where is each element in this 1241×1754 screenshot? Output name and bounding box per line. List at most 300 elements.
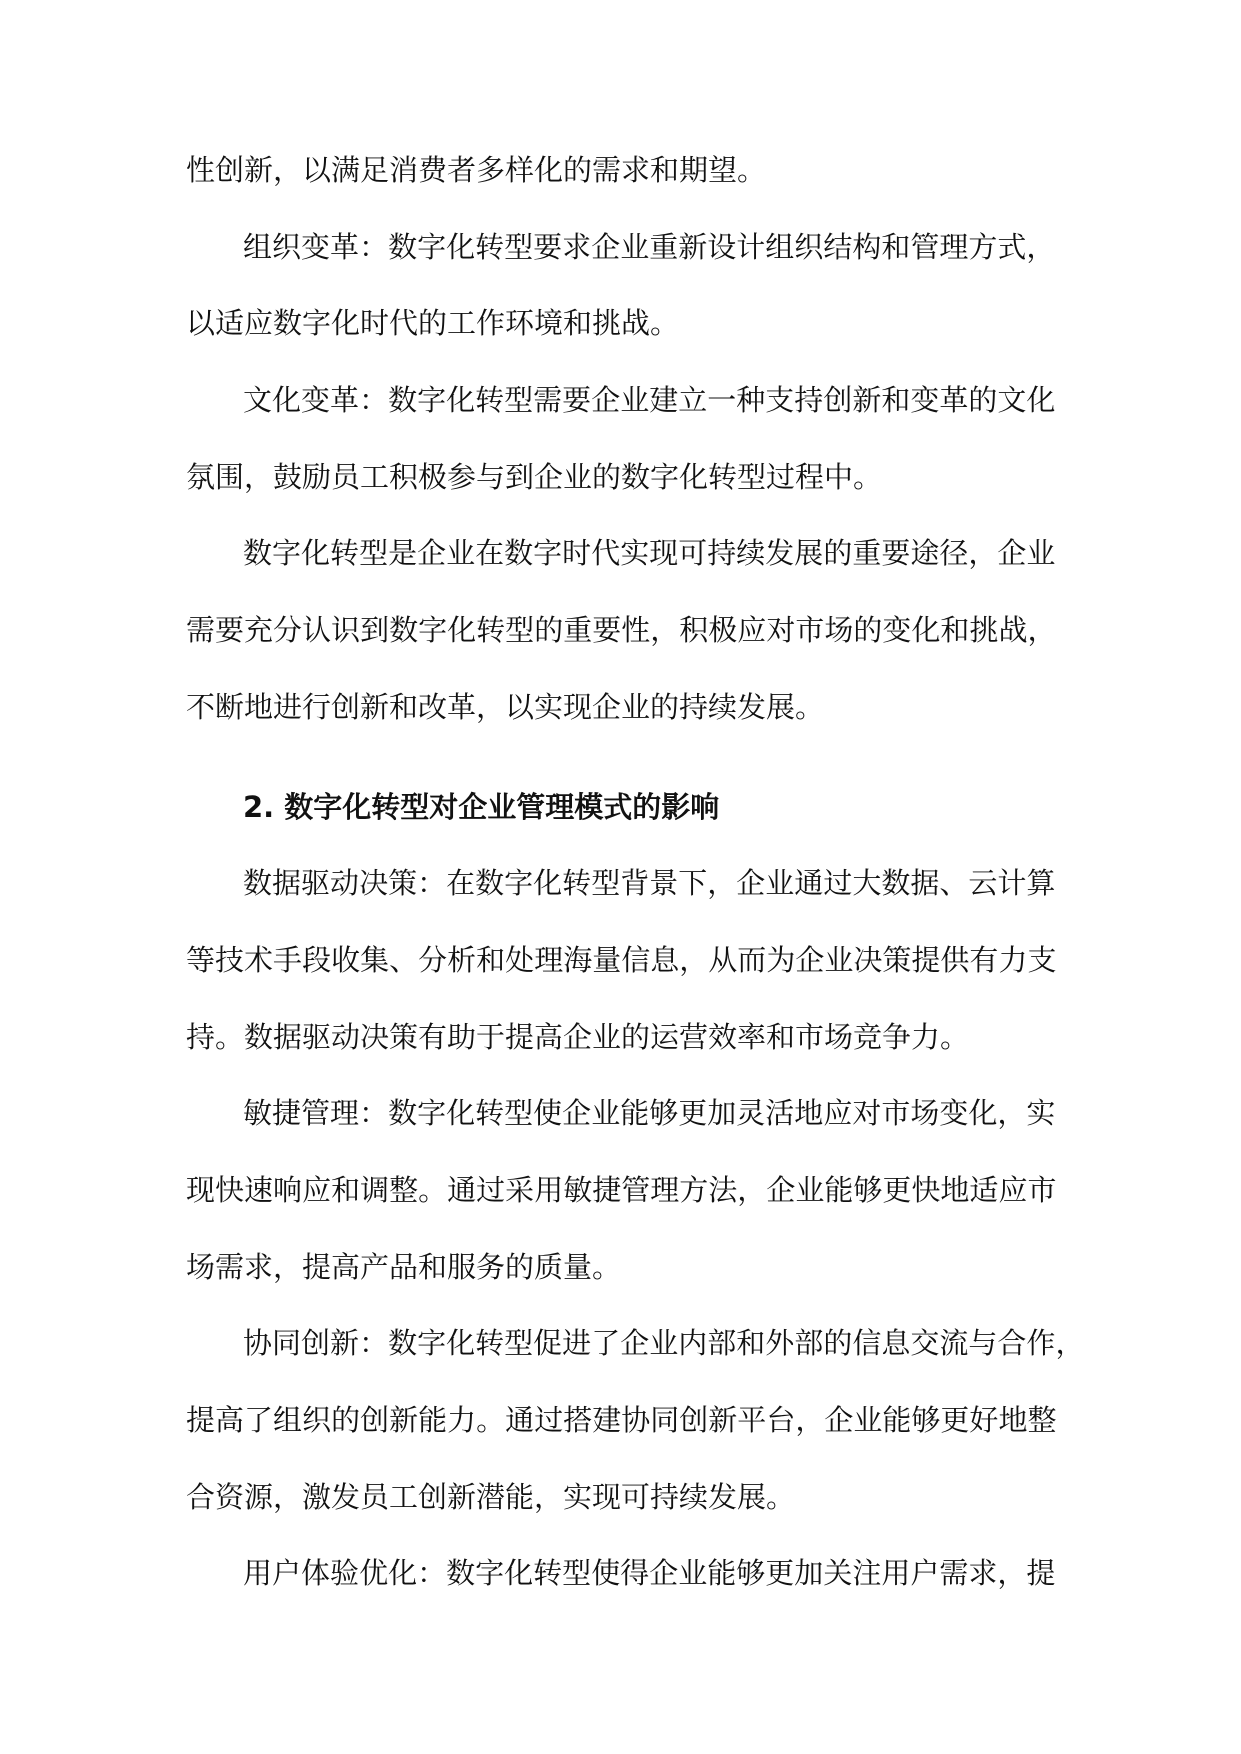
text-char: 地 xyxy=(998,1403,1028,1437)
text-char: 创 xyxy=(360,1403,390,1437)
text-char: 据 xyxy=(910,866,940,900)
text-char: 术 xyxy=(244,943,274,977)
text-char: 的 xyxy=(823,1326,853,1360)
text-char: 作 xyxy=(1026,1326,1056,1360)
text-line xyxy=(186,610,1057,650)
text-char: 速 xyxy=(244,1173,274,1207)
text-char: 适 xyxy=(969,1173,999,1207)
text-char: 够 xyxy=(911,1403,941,1437)
text-char: 重 xyxy=(852,536,882,570)
text-char: 业 xyxy=(620,230,650,264)
text-char: 力 xyxy=(447,1403,477,1437)
text-line xyxy=(243,1093,1056,1133)
text-char: 应 xyxy=(302,1173,332,1207)
text-char: 户 xyxy=(272,1556,302,1590)
text-char: 企 xyxy=(997,536,1027,570)
text-char: 支 xyxy=(765,383,795,417)
text-char: 市 xyxy=(795,613,825,647)
text-char: 转 xyxy=(475,230,505,264)
text-char: ： xyxy=(359,383,389,417)
text-char: 式 xyxy=(997,230,1027,264)
text-char: 数 xyxy=(446,1556,476,1590)
text-char: 化 xyxy=(446,1326,476,1360)
text-char: ， xyxy=(968,536,998,570)
text-char: 决 xyxy=(853,943,883,977)
text-char: 要 xyxy=(562,383,592,417)
text-char: 需 xyxy=(533,383,563,417)
text-line xyxy=(243,863,1056,903)
text-char: ： xyxy=(417,1556,447,1590)
text-char: 能 xyxy=(882,1403,912,1437)
text-char: 优 xyxy=(359,1556,389,1590)
text-char: 转 xyxy=(330,536,360,570)
text-char: 同 xyxy=(272,1326,302,1360)
text-char: 业 xyxy=(1026,536,1056,570)
text-char: ， xyxy=(707,866,737,900)
text-char: 关 xyxy=(823,1556,853,1590)
text-char: 捷 xyxy=(272,1096,302,1130)
text-char: 敏 xyxy=(563,1173,593,1207)
text-char: 化 xyxy=(911,613,941,647)
text-char: 过 xyxy=(476,1173,506,1207)
text-char: 构 xyxy=(852,230,882,264)
text-char: 更 xyxy=(678,1096,708,1130)
text-char: 战 xyxy=(998,613,1028,647)
text-char: 组 xyxy=(765,230,795,264)
text-char: ， xyxy=(795,1403,825,1437)
text-line: 性创新，以满足消费者多样化的需求和期望。 xyxy=(186,153,767,187)
text-char: 息 xyxy=(881,1326,911,1360)
text-char: 搭 xyxy=(563,1403,593,1437)
text-char: 段 xyxy=(302,943,332,977)
text-char: ， xyxy=(650,613,680,647)
text-char: 快 xyxy=(911,1173,941,1207)
text-char: 数 xyxy=(389,613,419,647)
text-char: 支 xyxy=(1027,943,1057,977)
text-char: 数 xyxy=(388,1096,418,1130)
text-char: 业 xyxy=(620,383,650,417)
text-char: 现 xyxy=(186,1173,216,1207)
text-char: 活 xyxy=(765,1096,795,1130)
text-char: 与 xyxy=(968,1326,998,1360)
text-char: 型 xyxy=(504,383,534,417)
text-char: 需 xyxy=(186,613,216,647)
text-char: 能 xyxy=(620,1096,650,1130)
text-char: 用 xyxy=(881,1556,911,1590)
text-char: 过 xyxy=(534,1403,564,1437)
text-char: 促 xyxy=(533,1326,563,1360)
text-char: 业 xyxy=(765,866,795,900)
text-char: 字 xyxy=(417,230,447,264)
text-char: 验 xyxy=(330,1556,360,1590)
text-char: 用 xyxy=(534,1173,564,1207)
text-char: 业 xyxy=(853,1403,883,1437)
text-char: 立 xyxy=(678,383,708,417)
text-char: 在 xyxy=(475,536,505,570)
text-char: 应 xyxy=(823,1096,853,1130)
text-line xyxy=(243,533,1056,573)
text-line xyxy=(186,1170,1057,1210)
text-char: 驱 xyxy=(301,866,331,900)
text-char: 和 xyxy=(881,230,911,264)
text-char: 转 xyxy=(475,1096,505,1130)
text-char: ， xyxy=(1055,1326,1085,1360)
text-char: 业 xyxy=(446,536,476,570)
text-char: 时 xyxy=(562,536,592,570)
text-char: 提 xyxy=(1026,1556,1056,1590)
text-char: 转 xyxy=(533,1556,563,1590)
text-line: 持。数据驱动决策有助于提高企业的运营效率和市场竞争力。 xyxy=(186,1020,970,1054)
text-char: 业 xyxy=(591,1096,621,1130)
text-char: 求 xyxy=(968,1556,998,1590)
text-char: 种 xyxy=(736,383,766,417)
text-char: 敏 xyxy=(243,1096,273,1130)
text-char: 灵 xyxy=(736,1096,766,1130)
text-char: 新 xyxy=(678,230,708,264)
text-char: 有 xyxy=(969,943,999,977)
text-char: 的 xyxy=(853,613,883,647)
text-char: 在 xyxy=(446,866,476,900)
text-line: 以适应数字化时代的工作环境和挑战。 xyxy=(186,306,680,340)
text-char: 方 xyxy=(968,230,998,264)
text-line: 氛围，鼓励员工积极参与到企业的数字化转型过程中。 xyxy=(186,460,883,494)
text-char: 加 xyxy=(794,1556,824,1590)
text-char: 。 xyxy=(476,1403,506,1437)
text-char: 字 xyxy=(533,536,563,570)
text-char: 文 xyxy=(243,383,273,417)
section-heading: 2. 数字化转型对企业管理模式的影响 xyxy=(243,790,720,824)
text-char: 应 xyxy=(998,1173,1028,1207)
text-char: 创 xyxy=(679,1403,709,1437)
text-char: 市 xyxy=(1027,1173,1057,1207)
text-line xyxy=(243,380,1056,420)
text-char: 技 xyxy=(215,943,245,977)
text-char: 提 xyxy=(186,1403,216,1437)
text-line: 不断地进行创新和改革，以实现企业的持续发展。 xyxy=(186,690,825,724)
text-line xyxy=(186,940,1057,980)
text-char: 组 xyxy=(243,230,273,264)
text-char: 而 xyxy=(737,943,767,977)
text-char: 快 xyxy=(215,1173,245,1207)
text-char: 理 xyxy=(534,943,564,977)
text-char: ： xyxy=(359,230,389,264)
text-char: 革 xyxy=(330,383,360,417)
text-char: 可 xyxy=(678,536,708,570)
text-char: 数 xyxy=(388,230,418,264)
text-char: 转 xyxy=(475,1326,505,1360)
text-char: 化 xyxy=(968,1096,998,1130)
text-char: 业 xyxy=(795,1173,825,1207)
text-char: 企 xyxy=(736,866,766,900)
text-char: 字 xyxy=(417,1326,447,1360)
text-char: 加 xyxy=(707,1096,737,1130)
text-char: 数 xyxy=(881,866,911,900)
text-char: 建 xyxy=(649,383,679,417)
text-char: 业 xyxy=(649,1326,679,1360)
text-char: 化 xyxy=(446,383,476,417)
text-char: 型 xyxy=(562,1556,592,1590)
text-char: 化 xyxy=(447,613,477,647)
text-char: 型 xyxy=(504,1096,534,1130)
text-char: 化 xyxy=(446,1096,476,1130)
text-char: 、 xyxy=(939,866,969,900)
text-char: 理 xyxy=(939,230,969,264)
text-char: 的 xyxy=(968,383,998,417)
text-char: 途 xyxy=(910,536,940,570)
text-char: 理 xyxy=(330,1096,360,1130)
text-char: 协 xyxy=(243,1326,273,1360)
text-char: 字 xyxy=(272,536,302,570)
text-char: 型 xyxy=(504,230,534,264)
text-char: 企 xyxy=(824,1403,854,1437)
text-char: ， xyxy=(997,1096,1027,1130)
text-char: 策 xyxy=(388,866,418,900)
text-char: 型 xyxy=(504,1326,534,1360)
text-char: 据 xyxy=(272,866,302,900)
text-char: 过 xyxy=(823,866,853,900)
text-char: 数 xyxy=(243,536,273,570)
text-char: 一 xyxy=(707,383,737,417)
text-char: 地 xyxy=(794,1096,824,1130)
text-char: 用 xyxy=(243,1556,273,1590)
text-char: 企 xyxy=(591,230,621,264)
text-line xyxy=(243,227,1056,267)
text-char: 和 xyxy=(476,943,506,977)
text-char: 更 xyxy=(765,1556,795,1590)
text-char: 户 xyxy=(910,1556,940,1590)
text-char: 组 xyxy=(273,1403,303,1437)
text-char: 体 xyxy=(301,1556,331,1590)
text-char: 化 xyxy=(301,536,331,570)
text-char: 变 xyxy=(301,383,331,417)
text-char: 持 xyxy=(794,383,824,417)
text-char: 企 xyxy=(417,536,447,570)
text-char: 调 xyxy=(360,1173,390,1207)
text-char: 革 xyxy=(939,383,969,417)
text-char: 部 xyxy=(707,1326,737,1360)
text-char: 景 xyxy=(649,866,679,900)
text-char: 化 xyxy=(504,1556,534,1590)
text-line: 场需求，提高产品和服务的质量。 xyxy=(186,1250,622,1284)
text-char: 企 xyxy=(649,1556,679,1590)
text-char: 息 xyxy=(650,943,680,977)
text-char: 数 xyxy=(243,866,273,900)
text-char: 通 xyxy=(447,1173,477,1207)
text-char: 部 xyxy=(794,1326,824,1360)
text-char: 市 xyxy=(881,1096,911,1130)
text-char: ： xyxy=(359,1096,389,1130)
text-char: 析 xyxy=(447,943,477,977)
text-char: 整 xyxy=(1027,1403,1057,1437)
text-char: 了 xyxy=(591,1326,621,1360)
text-char: 的 xyxy=(331,1403,361,1437)
text-char: 管 xyxy=(301,1096,331,1130)
text-char: 地 xyxy=(940,1173,970,1207)
text-char: 整 xyxy=(389,1173,419,1207)
text-char: 够 xyxy=(736,1556,766,1590)
text-char: 计 xyxy=(997,866,1027,900)
text-char: 背 xyxy=(620,866,650,900)
text-char: 型 xyxy=(591,866,621,900)
text-char: 数 xyxy=(388,383,418,417)
text-char: 处 xyxy=(505,943,535,977)
text-char: 重 xyxy=(649,230,679,264)
text-line xyxy=(243,1553,1056,1593)
text-char: 转 xyxy=(476,613,506,647)
text-char: 数 xyxy=(388,1326,418,1360)
text-char: 、 xyxy=(389,943,419,977)
text-char: 分 xyxy=(273,613,303,647)
text-char: 能 xyxy=(824,1173,854,1207)
text-char: 型 xyxy=(505,613,535,647)
text-char: 代 xyxy=(591,536,621,570)
text-char: 字 xyxy=(475,1556,505,1590)
text-char: 从 xyxy=(708,943,738,977)
text-char: 能 xyxy=(418,1403,448,1437)
text-char: 重 xyxy=(563,613,593,647)
text-char: 和 xyxy=(940,613,970,647)
text-char: 型 xyxy=(359,536,389,570)
text-char: 企 xyxy=(620,1326,650,1360)
text-char: ， xyxy=(1027,613,1057,647)
text-char: 采 xyxy=(505,1173,535,1207)
text-char: 织 xyxy=(794,230,824,264)
text-char: ， xyxy=(997,1556,1027,1590)
text-char: 极 xyxy=(708,613,738,647)
text-char: 发 xyxy=(765,536,795,570)
text-line xyxy=(243,1323,1085,1363)
text-char: 业 xyxy=(824,943,854,977)
text-char: 管 xyxy=(910,230,940,264)
text-char: 对 xyxy=(852,1096,882,1130)
text-char: 法 xyxy=(708,1173,738,1207)
text-char: 要 xyxy=(215,613,245,647)
text-char: 交 xyxy=(910,1326,940,1360)
text-char: 的 xyxy=(534,613,564,647)
text-char: 更 xyxy=(940,1403,970,1437)
text-char: 对 xyxy=(766,613,796,647)
text-char: 变 xyxy=(939,1096,969,1130)
text-char: 新 xyxy=(852,383,882,417)
text-char: 应 xyxy=(737,613,767,647)
text-char: 内 xyxy=(678,1326,708,1360)
text-char: 响 xyxy=(273,1173,303,1207)
text-char: 字 xyxy=(417,1096,447,1130)
text-char: 通 xyxy=(794,866,824,900)
text-char: 下 xyxy=(678,866,708,900)
text-char: 性 xyxy=(621,613,651,647)
text-char: 企 xyxy=(591,383,621,417)
text-char: 字 xyxy=(417,383,447,417)
text-char: 信 xyxy=(621,943,651,977)
text-char: 信 xyxy=(852,1326,882,1360)
text-char: 海 xyxy=(563,943,593,977)
text-line: 合资源，激发员工创新潜能，实现可持续发展。 xyxy=(186,1480,796,1514)
text-char: 场 xyxy=(910,1096,940,1130)
text-char: 转 xyxy=(562,866,592,900)
text-char: 进 xyxy=(562,1326,592,1360)
text-char: 。 xyxy=(418,1173,448,1207)
text-char: 径 xyxy=(939,536,969,570)
text-char: 现 xyxy=(649,536,679,570)
text-char: 使 xyxy=(533,1096,563,1130)
text-char: 充 xyxy=(244,613,274,647)
text-char: 云 xyxy=(968,866,998,900)
text-char: 好 xyxy=(969,1403,999,1437)
text-char: 计 xyxy=(736,230,766,264)
text-char: 和 xyxy=(331,1173,361,1207)
text-char: 实 xyxy=(1026,1096,1056,1130)
text-char: 革 xyxy=(330,230,360,264)
text-char: 新 xyxy=(389,1403,419,1437)
text-char: 识 xyxy=(331,613,361,647)
text-char: 认 xyxy=(302,613,332,647)
text-char: 业 xyxy=(678,1556,708,1590)
text-char: 手 xyxy=(273,943,303,977)
text-char: 更 xyxy=(882,1173,912,1207)
text-char: 是 xyxy=(388,536,418,570)
text-char: 建 xyxy=(592,1403,622,1437)
text-char: 结 xyxy=(823,230,853,264)
text-char: 化 xyxy=(272,383,302,417)
text-char: 需 xyxy=(939,1556,969,1590)
text-char: 企 xyxy=(562,1096,592,1130)
text-char: 管 xyxy=(621,1173,651,1207)
text-char: 持 xyxy=(707,536,737,570)
text-char: 力 xyxy=(998,943,1028,977)
text-char: 化 xyxy=(1026,383,1056,417)
text-char: 台 xyxy=(766,1403,796,1437)
text-char: 化 xyxy=(388,1556,418,1590)
text-char: 实 xyxy=(620,536,650,570)
text-char: 使 xyxy=(591,1556,621,1590)
text-char: 和 xyxy=(881,383,911,417)
text-char: 到 xyxy=(360,613,390,647)
text-char: ， xyxy=(737,1173,767,1207)
text-char: 变 xyxy=(882,613,912,647)
text-char: 策 xyxy=(882,943,912,977)
text-char: 要 xyxy=(881,536,911,570)
text-char: ： xyxy=(359,1326,389,1360)
text-char: 合 xyxy=(997,1326,1027,1360)
text-char: 求 xyxy=(562,230,592,264)
text-char: 展 xyxy=(794,536,824,570)
text-char: 企 xyxy=(766,1173,796,1207)
text-char: 续 xyxy=(736,536,766,570)
text-char: 动 xyxy=(330,866,360,900)
text-char: 分 xyxy=(418,943,448,977)
text-char: 协 xyxy=(621,1403,651,1437)
text-char: 了 xyxy=(244,1403,274,1437)
text-char: 捷 xyxy=(592,1173,622,1207)
text-char: 和 xyxy=(736,1326,766,1360)
text-char: 创 xyxy=(823,383,853,417)
text-char: 量 xyxy=(592,943,622,977)
text-char: 变 xyxy=(301,230,331,264)
text-char: 新 xyxy=(708,1403,738,1437)
text-char: 理 xyxy=(650,1173,680,1207)
text-char: 挑 xyxy=(969,613,999,647)
text-char: 新 xyxy=(330,1326,360,1360)
text-char: 要 xyxy=(533,230,563,264)
text-char: 企 xyxy=(795,943,825,977)
text-char: 供 xyxy=(940,943,970,977)
text-char: 字 xyxy=(504,866,534,900)
text-char: 设 xyxy=(707,230,737,264)
text-char: 决 xyxy=(359,866,389,900)
text-char: 够 xyxy=(649,1096,679,1130)
text-char: 大 xyxy=(852,866,882,900)
